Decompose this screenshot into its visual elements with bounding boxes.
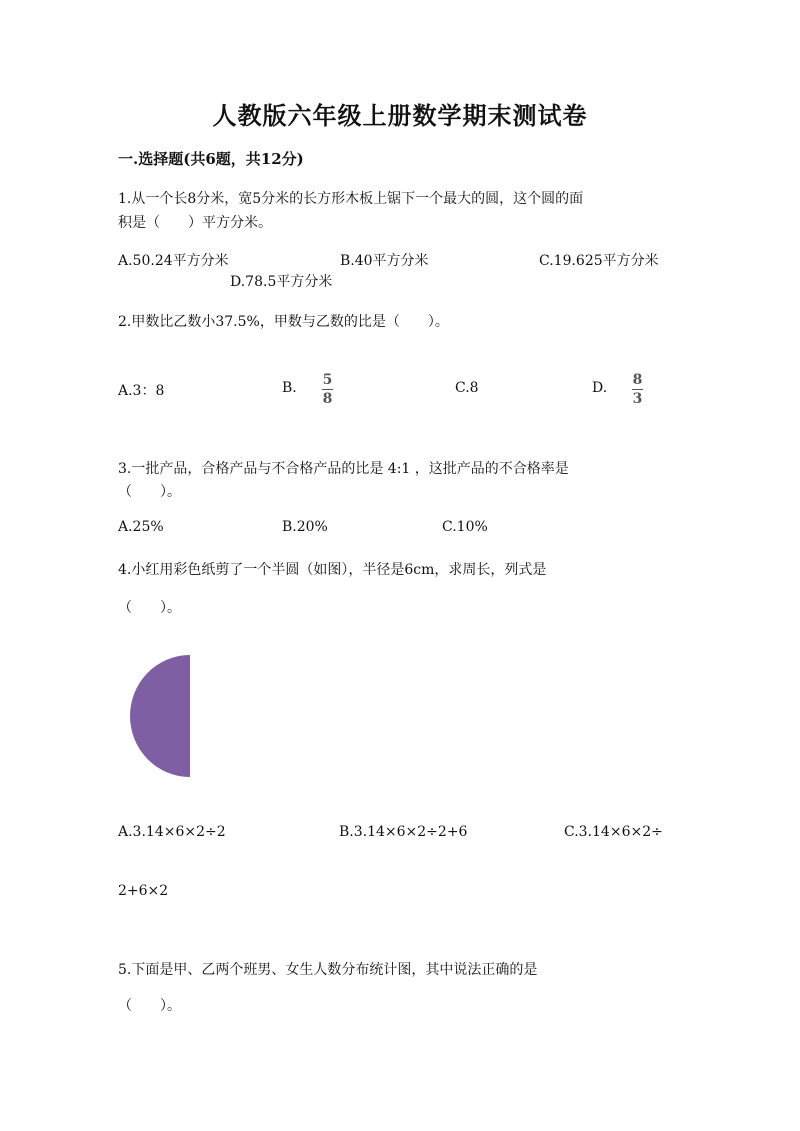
question-1-option-c: C.19.625平方分米 (539, 253, 659, 269)
question-2-option-d-label: D. (592, 380, 608, 396)
question-1-option-a: A.50.24平方分米 (118, 253, 229, 269)
fraction-numerator: 5 (322, 372, 333, 388)
question-2-option-d-fraction (632, 372, 643, 407)
question-3-option-b: B.20% (282, 519, 328, 535)
question-1-line-2: 积是（ ）平方分米。 (118, 215, 272, 231)
question-2-option-a: A.3：8 (118, 383, 165, 399)
question-4-option-c: C.3.14×6×2÷ (564, 824, 663, 840)
question-2-line-1: 2.甲数比乙数小37.5%，甲数与乙数的比是（ ）。 (118, 314, 449, 330)
question-2-option-b-label: B. (282, 380, 297, 396)
question-5-line-2: （ ）。 (118, 998, 181, 1014)
question-1-option-b: B.40平方分米 (340, 253, 429, 269)
semicircle-shape (130, 655, 190, 777)
question-4-option-a: A.3.14×6×2÷2 (118, 824, 226, 840)
fraction-numerator: 8 (632, 372, 643, 388)
question-4-line-2: （ ）。 (118, 600, 181, 616)
fraction-denominator: 3 (632, 391, 643, 407)
question-4-option-b: B.3.14×6×2÷2+6 (339, 824, 468, 840)
section-heading: 一.选择题(共6题，共12分) (118, 150, 304, 168)
question-3-line-2: （ ）。 (118, 484, 181, 500)
question-1-option-d: D.78.5平方分米 (230, 274, 333, 290)
semicircle-figure (128, 655, 194, 779)
question-3-option-a: A.25% (118, 519, 164, 535)
question-2-option-b-fraction (322, 372, 333, 407)
fraction-denominator: 8 (322, 391, 333, 407)
page-title: 人教版六年级上册数学期末测试卷 (212, 101, 588, 130)
question-4-option-c-continuation: 2+6×2 (118, 883, 169, 899)
fraction-bar (322, 389, 333, 390)
question-5-line-1: 5.下面是甲、乙两个班男、女生人数分布统计图，其中说法正确的是 (118, 962, 538, 978)
question-3-line-1: 3.一批产品，合格产品与不合格产品的比是 4:1 ，这批产品的不合格率是 (118, 461, 569, 477)
question-2-option-c: C.8 (455, 380, 479, 396)
question-1-line-1: 1.从一个长8分米，宽5分米的长方形木板上锯下一个最大的圆，这个圆的面 (118, 191, 584, 207)
question-3-option-c: C.10% (442, 519, 488, 535)
question-4-line-1: 4.小红用彩色纸剪了一个半圆（如图），半径是6cm，求周长，列式是 (118, 562, 547, 578)
fraction-bar (632, 389, 643, 390)
